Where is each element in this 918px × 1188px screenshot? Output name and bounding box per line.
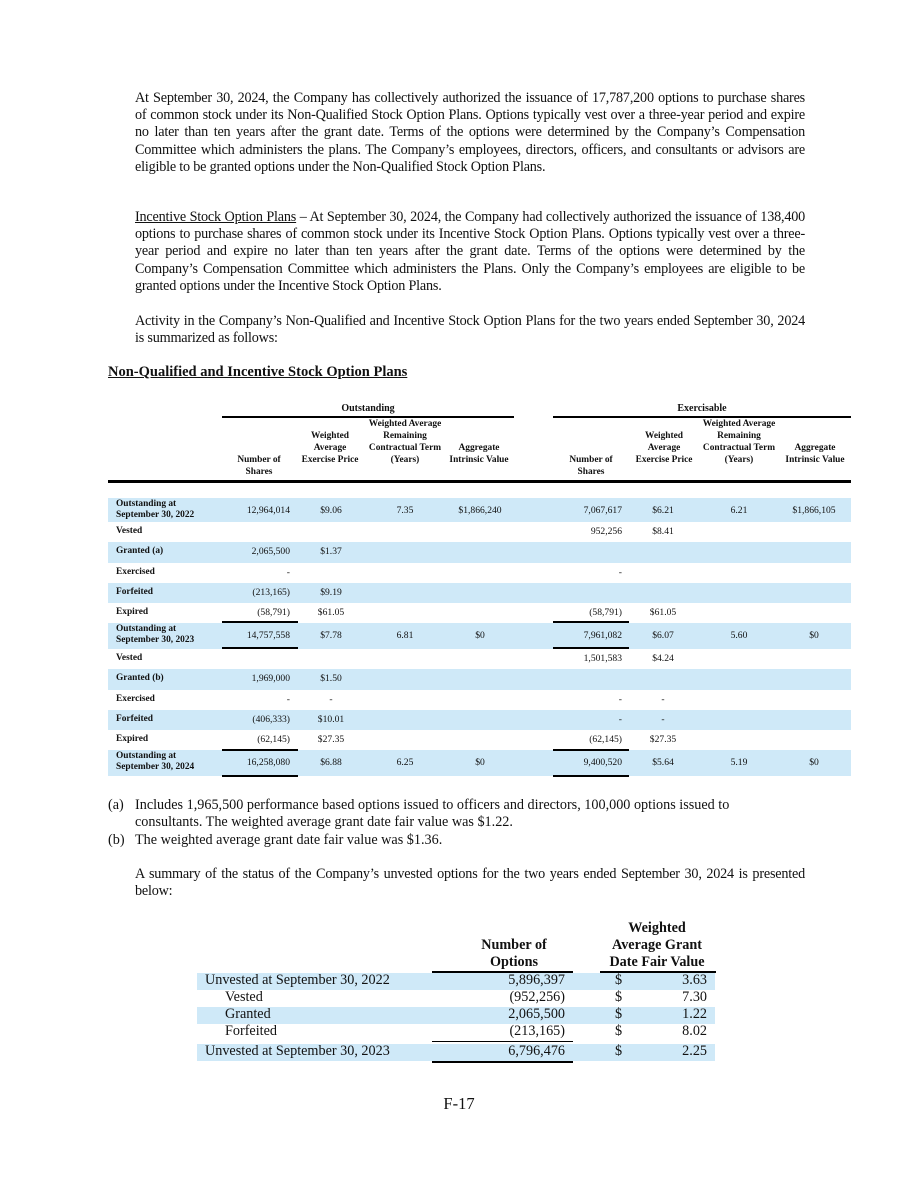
cell-o-price: $1.37	[320, 546, 342, 557]
iso-body: – At September 30, 2024, the Company had collectively authorized the issuance of 138,400 options to purchase shares of common stock under its Incentive Stock Option Plans. Options typically vest over a three-year period and expire no later than ten years after the grant date. Terms of the options were determined by the Company’s Compensation Committee which administers the Plans. Only the Company’s employees are eligible to be granted options under the Incentive Stock Option Plans.	[135, 209, 806, 294]
table-row	[108, 603, 851, 623]
unvested-label: Unvested at September 30, 2022	[205, 972, 390, 988]
cell-e-value: $0	[809, 630, 819, 641]
total-rule	[553, 749, 629, 751]
cell-o-value: $1,866,240	[458, 505, 502, 516]
cell-e-shares: -	[618, 714, 622, 725]
unvested-row	[197, 973, 715, 990]
unvested-label: Vested	[225, 989, 263, 1005]
row-label: Outstanding at September 30, 2024	[116, 751, 195, 772]
unvested-fair-value: 2.25	[682, 1043, 707, 1059]
unvested-label: Forfeited	[225, 1023, 278, 1039]
cell-e-shares: 7,067,617	[583, 505, 622, 516]
cell-o-price: $1.50	[320, 673, 342, 684]
total-rule	[553, 775, 629, 777]
cell-e-price: $27.35	[649, 734, 677, 745]
row-label: Granted (b)	[116, 673, 164, 683]
group-outstanding: Outstanding	[341, 403, 395, 414]
row-label: Forfeited	[116, 587, 153, 597]
cell-e-term: 6.21	[730, 505, 748, 516]
cell-o-price: $27.35	[317, 734, 345, 745]
row-label: Expired	[116, 734, 149, 744]
iso-heading: Incentive Stock Option Plans	[135, 209, 297, 225]
cell-o-value: $0	[475, 630, 485, 641]
table-row	[108, 542, 851, 563]
page-number: F-17	[443, 1094, 475, 1113]
row-label: Outstanding at September 30, 2023	[116, 624, 195, 645]
unvested-options: (213,165)	[509, 1023, 565, 1039]
unvested-row	[197, 990, 715, 1007]
cell-e-price: $4.24	[652, 653, 674, 664]
row-label: Expired	[116, 607, 149, 617]
row-label: Vested	[116, 653, 143, 663]
cell-e-price: $6.07	[652, 630, 674, 641]
hdr-e-price: Weighted Average Exercise Price	[635, 431, 693, 465]
cell-o-price: $9.06	[320, 505, 342, 516]
cell-e-value: $0	[809, 757, 819, 768]
total-rule	[222, 621, 298, 623]
unvested-label: Unvested at September 30, 2023	[205, 1043, 390, 1059]
table-row	[108, 690, 851, 710]
table-row	[108, 730, 851, 750]
cell-e-shares: 9,400,520	[583, 757, 622, 768]
iso-plans-paragraph	[135, 209, 805, 295]
table-row	[108, 623, 851, 649]
cell-o-shares: 2,065,500	[251, 546, 290, 557]
total-rule	[432, 1041, 573, 1042]
hdr-e-term: Weighted Average Remaining Contractual Term (Years)	[702, 419, 776, 465]
unvested-intro: A summary of the status of the Company’s unvested options for the two years ended September 30, 2024 is presented below:	[135, 866, 805, 900]
table-row	[108, 498, 851, 522]
cell-o-shares: -	[286, 567, 290, 578]
footnote-a: (a) Includes 1,965,500 performance based options issued to officers and directors, 100,000 options issued to consultants. The weighted average grant date fair value was $1.22.	[108, 797, 730, 831]
cell-e-price: $61.05	[649, 607, 677, 618]
nq-plans-paragraph: At September 30, 2024, the Company has collectively authorized the issuance of 17,787,200 options to purchase shares of common stock under its Non-Qualified Stock Option Plans. Options typically vest over a three-year period and expire no later than ten years after the grant date. Terms of the options were determined by the Company’s Compensation Committee which administers the plans. The Company’s employees, directors, officers, and consultants or advisors are eligible to be granted options under the Non-Qualified Stock Option Plans.	[135, 90, 805, 175]
cell-o-shares: 14,757,558	[246, 630, 290, 641]
footnote-b: (b) The weighted average grant date fair value was $1.36.	[108, 832, 443, 848]
unvested-row	[197, 1044, 715, 1061]
cell-o-value: $0	[475, 757, 485, 768]
cell-e-shares: -	[618, 694, 622, 705]
row-label: Exercised	[116, 567, 155, 577]
unvested-fair-value: 8.02	[682, 1023, 707, 1039]
cell-e-shares: 7,961,082	[583, 630, 622, 641]
cell-o-shares: (406,333)	[252, 714, 290, 725]
total-rule	[222, 775, 298, 777]
cell-o-price: -	[329, 694, 333, 705]
unvested-options: (952,256)	[509, 989, 565, 1005]
cell-e-term: 5.19	[730, 757, 748, 768]
cell-e-value: $1,866,105	[792, 505, 836, 516]
cell-o-price: $9.19	[320, 587, 342, 598]
cell-o-price: $6.88	[320, 757, 342, 768]
row-label: Vested	[116, 526, 143, 536]
cell-e-term: 5.60	[730, 630, 748, 641]
cell-o-price: $10.01	[317, 714, 345, 725]
unvested-fair-value: 3.63	[682, 972, 707, 988]
total-rule	[222, 749, 298, 751]
unvested-currency: $	[615, 989, 623, 1005]
cell-e-shares: (62,145)	[589, 734, 622, 745]
unvested-options: 6,796,476	[508, 1043, 565, 1059]
table-row	[108, 563, 851, 583]
activity-intro: Activity in the Company’s Non-Qualified and Incentive Stock Option Plans for the two years ended September 30, 2024 is summarized as follows:	[135, 313, 805, 347]
hdr-o-shares: Number of Shares	[237, 455, 281, 477]
cell-e-price: -	[661, 694, 665, 705]
table-row	[108, 649, 851, 669]
cell-o-term: 7.35	[396, 505, 414, 516]
table-row	[108, 750, 851, 776]
unvested-fair-value: 7.30	[682, 989, 707, 1005]
cell-o-shares: (58,791)	[257, 607, 290, 618]
header-rule	[108, 480, 851, 483]
cell-o-shares: 16,258,080	[246, 757, 290, 768]
cell-o-shares: 1,969,000	[251, 673, 290, 684]
hdr-o-value: Aggregate Intrinsic Value	[449, 443, 509, 465]
section-title: Non-Qualified and Incentive Stock Option Plans	[108, 364, 408, 380]
total-rule	[432, 1061, 573, 1063]
hdr-unvested-options: Number of Options	[481, 937, 547, 970]
hdr-unvested-fair-value: Weighted Average Grant Date Fair Value	[609, 920, 705, 970]
unvested-row	[197, 1024, 715, 1041]
cell-o-price: $61.05	[317, 607, 345, 618]
unvested-currency: $	[615, 1023, 623, 1039]
cell-o-term: 6.81	[396, 630, 414, 641]
total-rule	[222, 647, 298, 649]
row-label: Exercised	[116, 694, 155, 704]
row-label: Outstanding at September 30, 2022	[116, 499, 195, 520]
cell-e-price: $5.64	[652, 757, 674, 768]
cell-o-shares: (62,145)	[257, 734, 290, 745]
cell-e-price: -	[661, 714, 665, 725]
cell-o-price: $7.78	[320, 630, 342, 641]
unvested-row	[197, 1007, 715, 1024]
row-label: Granted (a)	[116, 546, 164, 556]
cell-e-shares: 1,501,583	[583, 653, 622, 664]
cell-e-price: $6.21	[652, 505, 674, 516]
unvested-options: 2,065,500	[508, 1006, 565, 1022]
unvested-label: Granted	[225, 1006, 271, 1022]
table-row	[108, 669, 851, 690]
cell-e-shares: (58,791)	[589, 607, 622, 618]
hdr-e-value: Aggregate Intrinsic Value	[785, 443, 845, 465]
hdr-o-price: Weighted Average Exercise Price	[301, 431, 359, 465]
unvested-currency: $	[615, 972, 623, 988]
cell-e-shares: 952,256	[590, 526, 622, 537]
hdr-e-shares: Number of Shares	[569, 455, 613, 477]
unvested-fair-value: 1.22	[682, 1006, 707, 1022]
row-label: Forfeited	[116, 714, 153, 724]
table-row	[108, 710, 851, 730]
table-row	[108, 522, 851, 542]
unvested-currency: $	[615, 1043, 623, 1059]
hdr-o-term: Weighted Average Remaining Contractual Term (Years)	[368, 419, 442, 465]
cell-e-shares: -	[618, 567, 622, 578]
cell-o-shares: -	[286, 694, 290, 705]
unvested-currency: $	[615, 1006, 623, 1022]
total-rule	[553, 621, 629, 623]
cell-e-price: $8.41	[652, 526, 674, 537]
unvested-options: 5,896,397	[508, 972, 565, 988]
group-exercisable: Exercisable	[677, 403, 727, 414]
cell-o-shares: (213,165)	[252, 587, 290, 598]
cell-o-term: 6.25	[396, 757, 414, 768]
table-row	[108, 583, 851, 603]
cell-o-shares: 12,964,014	[246, 505, 290, 516]
total-rule	[553, 647, 629, 649]
